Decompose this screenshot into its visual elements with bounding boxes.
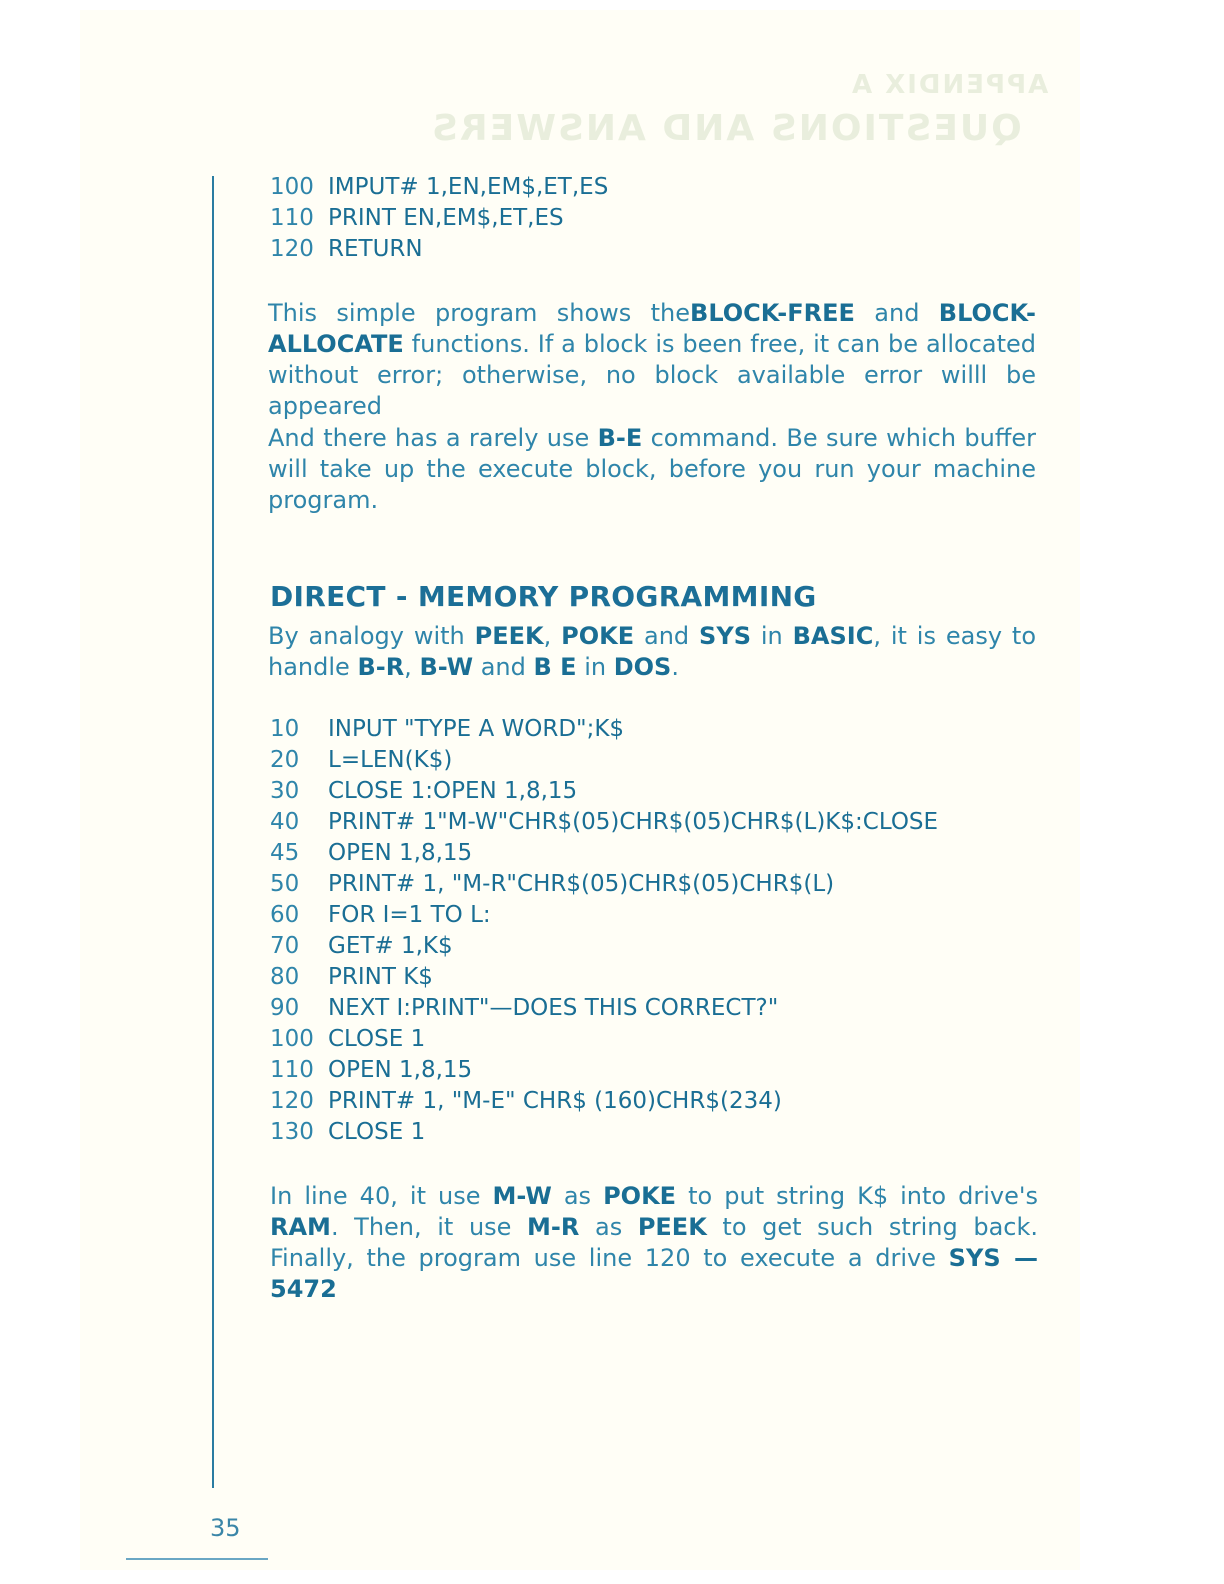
- code-text: CLOSE 1: [328, 1026, 426, 1052]
- code-line: [270, 745, 938, 776]
- margin-rule: [212, 176, 214, 1488]
- code-line: [270, 1055, 938, 1086]
- code-text: OPEN 1,8,15: [328, 1057, 473, 1083]
- line-number: 120: [270, 1088, 314, 1114]
- code-line: [270, 962, 938, 993]
- line-number: 60: [270, 902, 300, 928]
- code-text: L=LEN(K$): [328, 747, 453, 773]
- paragraph-intro: By analogy with PEEK, POKE and SYS in BASIC, it is easy to handle B-R, B-W and B E in DOS.: [268, 622, 1037, 681]
- code-listing-top: [270, 172, 608, 265]
- line-number: 110: [270, 1057, 314, 1083]
- line-number: 50: [270, 871, 300, 897]
- line-number: 100: [270, 174, 314, 200]
- line-number: 10: [270, 716, 300, 742]
- keyword: BLOCK-ALLOCATE: [268, 299, 1036, 358]
- bleed-through-title: QUESTIONS AND ANSWERS: [430, 108, 1022, 149]
- code-text: CLOSE 1: [328, 1119, 426, 1145]
- code-line: [270, 203, 608, 234]
- code-line: [270, 931, 938, 962]
- paragraph-be-command: And there has a rarely use B-E command. Be sure which buffer will take up the execute block, before you run your machine program.: [268, 424, 1036, 514]
- keyword: BLOCK-FREE: [690, 299, 855, 327]
- code-listing-main: [270, 714, 938, 1148]
- code-text: IMPUT# 1,EN,EM$,ET,ES: [328, 174, 609, 200]
- code-text: PRINT# 1, "M-E" CHR$ (160)CHR$(234): [328, 1088, 782, 1114]
- code-line: [270, 1086, 938, 1117]
- line-number: 90: [270, 995, 300, 1021]
- code-text: FOR I=1 TO L:: [328, 902, 491, 928]
- line-number: 110: [270, 205, 314, 231]
- page-number: 35: [210, 1514, 241, 1542]
- code-text: CLOSE 1:OPEN 1,8,15: [328, 778, 578, 804]
- code-line: [270, 993, 938, 1024]
- line-number: 100: [270, 1026, 314, 1052]
- code-text: INPUT "TYPE A WORD";K$: [328, 716, 625, 742]
- code-text: OPEN 1,8,15: [328, 840, 473, 866]
- paragraph-block-functions: This simple program shows theBLOCK-FREE and BLOCK-ALLOCATE functions. If a block is been free, it can be allocated without error; otherwise, no block available error willl be appeared: [268, 299, 1036, 420]
- code-line: [270, 1117, 938, 1148]
- line-number: 30: [270, 778, 300, 804]
- code-text: PRINT EN,EM$,ET,ES: [328, 205, 564, 231]
- code-text: PRINT# 1"M-W"CHR$(05)CHR$(05)CHR$(L)K$:CLOSE: [328, 809, 939, 835]
- code-text: PRINT# 1, "M-R"CHR$(05)CHR$(05)CHR$(L): [328, 871, 835, 897]
- code-line: [270, 900, 938, 931]
- code-text: RETURN: [328, 236, 423, 262]
- code-line: [270, 807, 938, 838]
- line-number: 130: [270, 1119, 314, 1145]
- line-number: 45: [270, 840, 300, 866]
- code-line: [270, 172, 608, 203]
- code-line: [270, 869, 938, 900]
- line-number: 120: [270, 236, 314, 262]
- line-number: 40: [270, 809, 300, 835]
- code-line: [270, 1024, 938, 1055]
- code-text: NEXT I:PRINT"—DOES THIS CORRECT?": [328, 995, 779, 1021]
- code-text: GET# 1,K$: [328, 933, 453, 959]
- section-heading: DIRECT - MEMORY PROGRAMMING: [270, 580, 817, 613]
- code-line: [270, 714, 938, 745]
- code-line: [270, 234, 608, 265]
- code-text: PRINT K$: [328, 964, 433, 990]
- bottom-rule: [126, 1558, 268, 1560]
- keyword: B-E: [597, 424, 643, 452]
- code-line: [270, 838, 938, 869]
- line-number: 80: [270, 964, 300, 990]
- line-number: 20: [270, 747, 300, 773]
- bleed-through-appendix: APPENDIX A: [850, 70, 1049, 100]
- paragraph-explanation: In line 40, it use M-W as POKE to put string K$ into drive's RAM. Then, it use M-R as PEEK to get such string back. Finally, the program use line 120 to execute a drive SYS — 5472: [270, 1182, 1039, 1303]
- code-line: [270, 776, 938, 807]
- line-number: 70: [270, 933, 300, 959]
